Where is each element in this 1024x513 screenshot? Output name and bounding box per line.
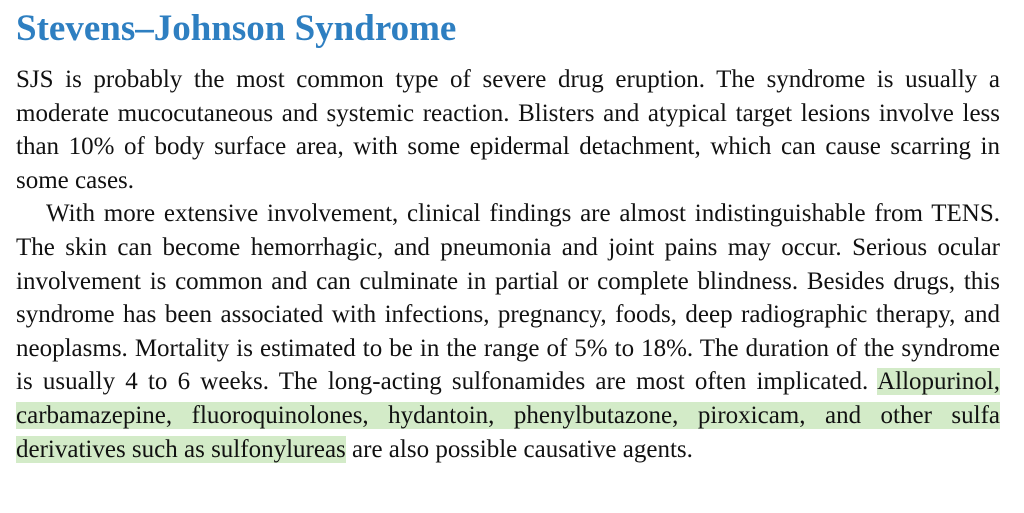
highlighted-drug-list: Allopurinol, carbamazepine, fluoroquinolones, hydantoin, phenylbutazone, piroxicam, and other sulfa derivatives such as sulfonylureas — [16, 368, 1000, 463]
section-heading: Stevens–Johnson Syndrome — [16, 8, 457, 49]
document-page — [16, 6, 1000, 466]
paragraph-2-text: With more extensive involvement, clinical findings are almost indistinguishable from TENS. The skin can become hemorrhagic, and pneumonia and joint pains may occur. Serious ocular involvement is common and can culminate in partial or complete blindness. Besides drugs, this syndrome has been associated with infections, pregnancy, foods, deep radiographic therapy, and neoplasms. Mortality is estimated to be in the range of 5% to 18%. The duration of the syndrome is usually 4 to 6 weeks. The long-acting sulfonamides are most often implicated. — [16, 200, 1000, 396]
paragraph-2-ending: are also possible causative agents. — [345, 435, 693, 463]
paragraph-1: SJS is probably the most common type of severe drug eruption. The syndrome is usually a moderate mucocutaneous and systemic reaction. Blisters and atypical target lesions involve less than 10% of body surface area, with some epidermal detachment, which can cause scarring in some cases. — [16, 66, 1000, 194]
paragraph-2 — [16, 197, 1000, 466]
